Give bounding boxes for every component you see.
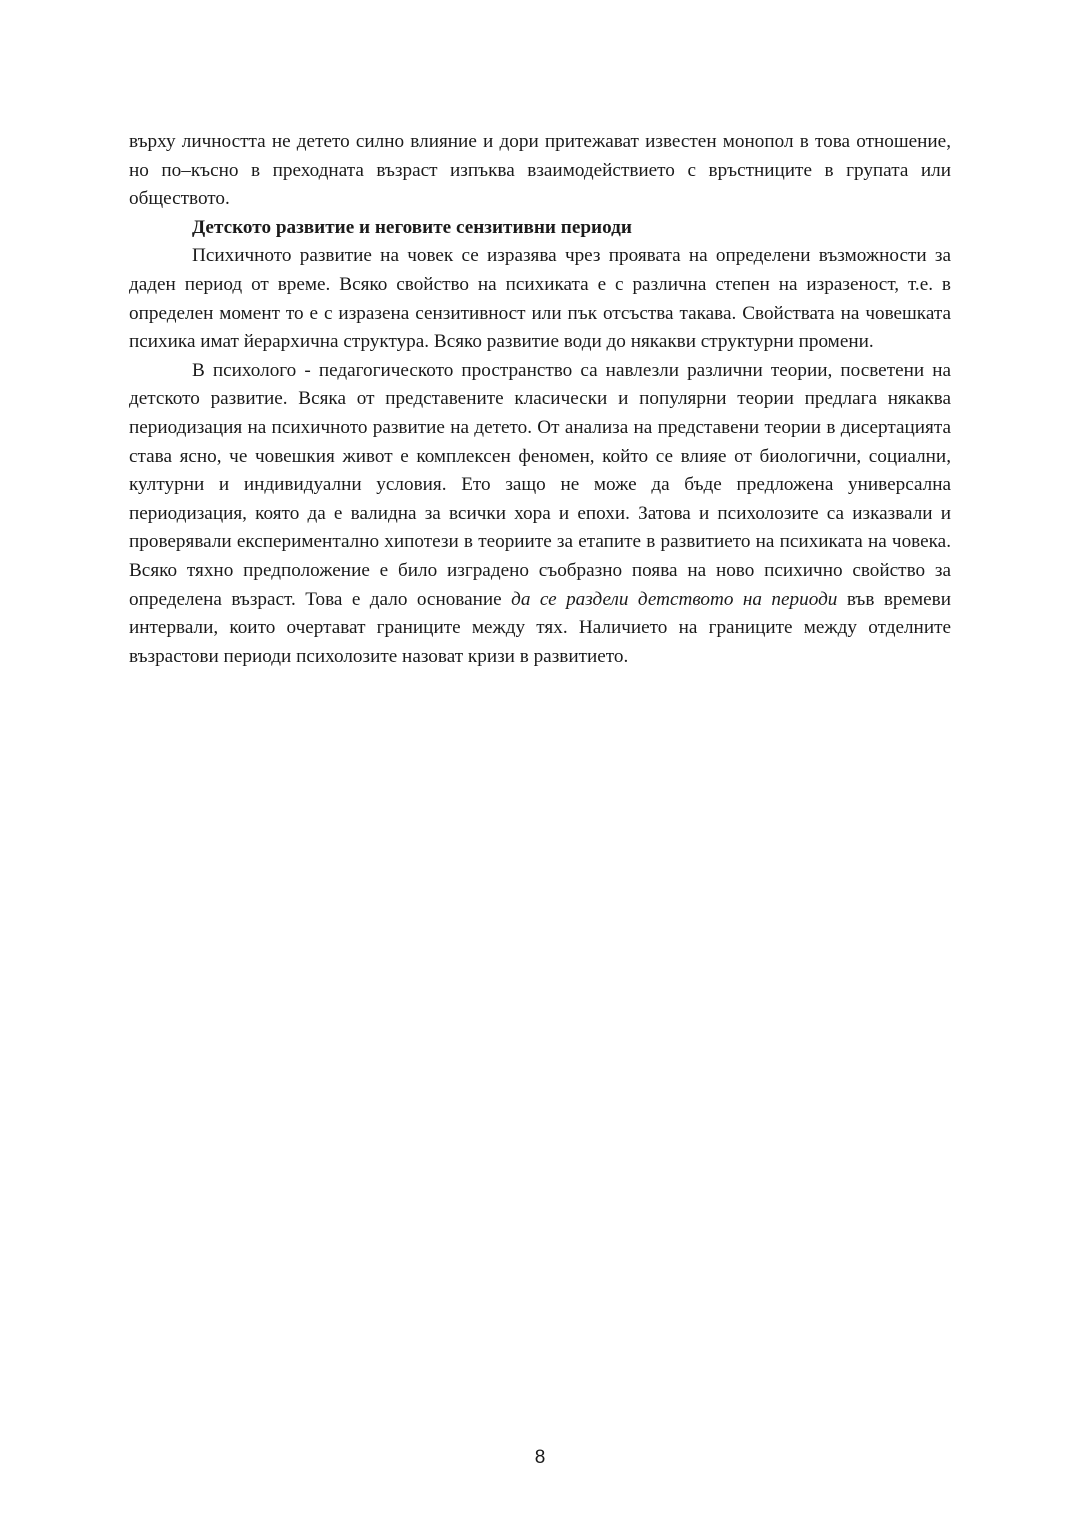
paragraph-psychic-development: Психичното развитие на човек се изразява чрез проявата на определени възможности за даден период от време. Всяко свойство на психиката е с различна степен на изразеност, т.е. в определен момент то е с изразена сензитивност или пък отсъства такава. Свойствата на човешката психика имат йерархична структура. Всяко развитие води до някакви структурни промени. [129, 245, 951, 353]
paragraph-theories-emphasis: да се раздели детството на периоди [511, 588, 838, 610]
paragraph-theories-text-end: във времеви интервали, които очертават границите между тях. Наличието на границите между отделните възрастови периоди психолозите назоват кризи в развитието. [129, 588, 951, 667]
paragraph-theories-text-start: В психолого - педагогическото пространство са навлезли различни теории, посветени на детското развитие. Всяка от представените класически и популярни теории предлага някаква периодизация на психичното развитие на детето. От анализа на представени теории в дисертацията става ясно, че човешкия живот е комплексен феномен, който се влияе от биологични, социални, културни и индивидуални условия. Ето защо не може да бъде предложена универсална периодизация, която да е валидна за всички хора и епохи. Затова и психолозите са изказвали и проверявали експериментално хипотези в теориите за етапите в развитието на психиката на човека. Всяко тяхно предположение е било изградено съобразно поява на ново психично свойство за определена възраст. Това е дало основание [129, 359, 951, 610]
paragraph-theories [129, 357, 951, 672]
page-body [129, 128, 951, 671]
section-heading: Детското развитие и неговите сензитивни периоди [192, 216, 632, 238]
page-number: 8 [534, 1447, 546, 1468]
continuation-paragraph: върху личността не детето силно влияние и дори притежават известен монопол в това отношение, но по–късно в преходната възраст изпъква взаимодействието с връстниците в групата или обществото. [129, 131, 951, 210]
